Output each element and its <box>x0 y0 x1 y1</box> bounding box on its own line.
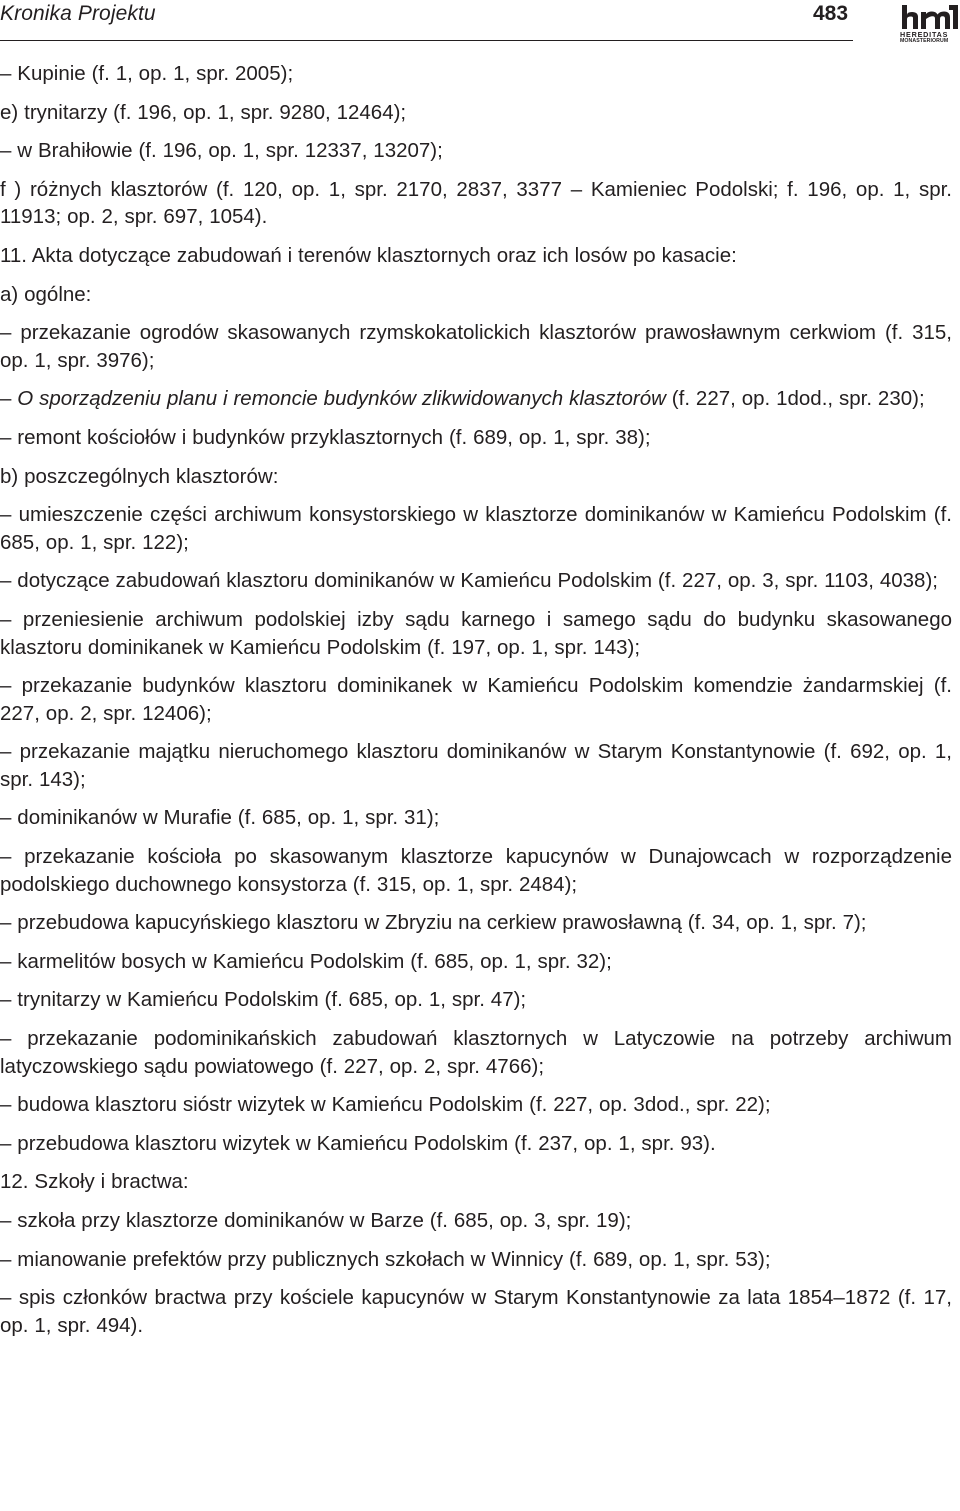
list-item: e) trynitarzy (f. 196, op. 1, spr. 9280, 12464); <box>0 100 407 124</box>
list-item: f ) różnych klasztorów (f. 120, op. 1, spr. 2170, 2837, 3377 – Kamieniec Podolski; f. 196, op. 1, spr. 11913; op. 2, spr. 697, 1054). <box>0 177 952 229</box>
citation: (f. 227, op. 1dod., spr. 230); <box>665 387 925 411</box>
subsection-heading: a) ogólne: <box>0 282 92 306</box>
list-item: – Kupinie (f. 1, op. 1, spr. 2005); <box>0 62 294 85</box>
list-dash: – <box>0 387 18 411</box>
page-body <box>0 60 952 1350</box>
hm-logo-icon <box>900 4 960 30</box>
list-item: – przekazanie kościoła po skasowanym klasztorze kapucynów w Dunajowcach w rozporządzenie podolskiego duchownego konsystorza (f. 315, op. 1, spr. 2484); <box>0 845 952 896</box>
list-item: – przekazanie podominikańskich zabudowań klasztornych w Latyczowie na potrzeby archiwum latyczowskiego sądu powiatowego (f. 227, op. 2, spr. 4766); <box>0 1027 952 1078</box>
document-title-italic: O sporządzeniu planu i remoncie budynków zlikwidowanych klasztorów <box>17 387 666 411</box>
list-item: – dominikanów w Murafie (f. 685, op. 1, spr. 31); <box>0 806 440 830</box>
page-header <box>0 0 960 50</box>
section-heading: 12. Szkoły i bractwa: <box>0 1170 189 1194</box>
logo-text-monasteriorum: MONASTERIORUM <box>900 38 949 44</box>
list-item: – przeniesienie archiwum podolskiej izby sądu karnego i samego sądu do budynku skasowanego klasztoru dominikanek w Kamieńcu Podolskim (f. 197, op. 1, spr. 143); <box>0 607 952 659</box>
list-item: – przekazanie majątku nieruchomego klasztoru dominikanów w Starym Konstantynowie (f. 692, op. 1, spr. 143); <box>0 740 952 791</box>
list-item <box>0 385 952 413</box>
list-item: – karmelitów bosych w Kamieńcu Podolskim (f. 685, op. 1, spr. 32); <box>0 949 612 973</box>
list-item: – spis członków bractwa przy kościele kapucynów w Starym Konstantynowie za lata 1854–1872 (f. 17, op. 1, spr. 494). <box>0 1286 952 1337</box>
header-rule <box>0 40 853 41</box>
list-item: – trynitarzy w Kamieńcu Podolskim (f. 685, op. 1, spr. 47); <box>0 988 527 1012</box>
list-item: – budowa klasztoru sióstr wizytek w Kamieńcu Podolskim (f. 227, op. 3dod., spr. 22); <box>0 1093 771 1117</box>
page-number: 483 <box>813 2 849 25</box>
section-heading: 11. Akta dotyczące zabudowań i terenów klasztornych oraz ich losów po kasacie: <box>0 243 737 267</box>
list-item: – dotyczące zabudowań klasztoru dominikanów w Kamieńcu Podolskim (f. 227, op. 3, spr. 1103, 4038); <box>0 569 938 593</box>
list-item: – przebudowa kapucyńskiego klasztoru w Zbryziu na cerkiew prawosławną (f. 34, op. 1, spr. 7); <box>0 911 867 935</box>
list-item: – przekazanie budynków klasztoru dominikanek w Kamieńcu Podolskim komendzie żandarmskiej (f. 227, op. 2, spr. 12406); <box>0 674 952 725</box>
list-item: – w Brahiłowie (f. 196, op. 1, spr. 12337, 13207); <box>0 139 443 163</box>
list-item: – mianowanie prefektów przy publicznych szkołach w Winnicy (f. 689, op. 1, spr. 53); <box>0 1247 771 1271</box>
list-item: – przebudowa klasztoru wizytek w Kamieńcu Podolskim (f. 237, op. 1, spr. 93). <box>0 1131 716 1155</box>
list-item: – remont kościołów i budynków przyklasztornych (f. 689, op. 1, spr. 38); <box>0 425 651 449</box>
logo-text-hereditas: HEREDITAS <box>900 30 949 39</box>
list-item: – przekazanie ogrodów skasowanych rzymskokatolickich klasztorów prawosławnym cerkwiom (f. 315, op. 1, spr. 3976); <box>0 321 952 372</box>
hereditas-logo <box>900 4 960 48</box>
list-item: – umieszczenie części archiwum konsystorskiego w klasztorze dominikanów w Kamieńcu Podolskim (f. 685, op. 1, spr. 122); <box>0 503 952 554</box>
subsection-heading: b) poszczególnych klasztorów: <box>0 464 279 488</box>
running-title: Kronika Projektu <box>0 2 156 25</box>
list-item: – szkoła przy klasztorze dominikanów w Barze (f. 685, op. 3, spr. 19); <box>0 1209 632 1232</box>
